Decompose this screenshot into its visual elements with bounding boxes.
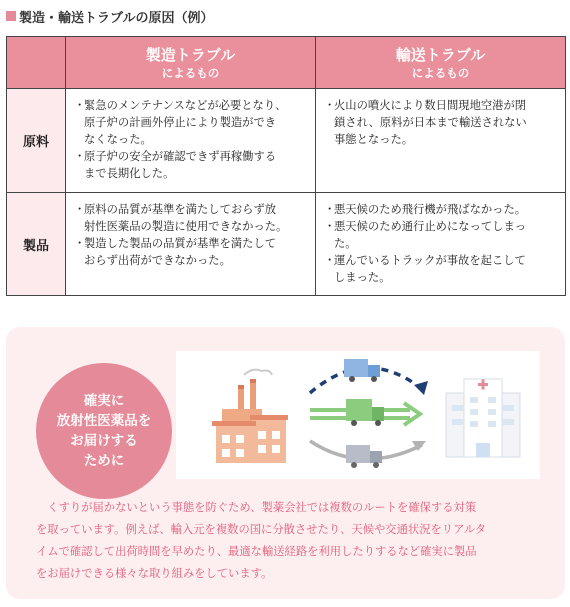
- column-header-manufacturing: [66, 37, 316, 89]
- corner-cell: [7, 37, 66, 89]
- column-header-main: 製造トラブル: [145, 45, 236, 64]
- arrow-head-icon: [414, 381, 428, 395]
- route-illustration-svg: [176, 351, 540, 479]
- column-header-main: 輸送トラブル: [395, 45, 486, 64]
- bullet-line: 緊急のメンテナンスなどが必要となり、: [84, 99, 287, 112]
- description-line: をお届けできる様々な取り組みをしています。: [36, 567, 273, 580]
- bullet-dot-icon: ・: [74, 237, 86, 250]
- hospital-icon: [446, 379, 520, 457]
- bullet-line: まで長期化した。: [84, 167, 175, 180]
- bullet-text: [84, 97, 307, 148]
- description-line: を取っています。例えば、輸入元を複数の国に分散させたり、天候や交通状況をリアルタ: [36, 523, 487, 536]
- bullet-item: [324, 97, 557, 148]
- bullet-text: [84, 235, 307, 269]
- bullet-item: [324, 252, 557, 286]
- cell-transport: [316, 89, 566, 193]
- bullet-dot-icon: ・: [74, 203, 86, 216]
- bullet-item: [324, 218, 557, 252]
- column-header-sub: によるもの: [161, 65, 220, 80]
- bullet-dot-icon: ・: [324, 220, 336, 233]
- table-row-product: [7, 193, 566, 296]
- table-header-row: [7, 37, 566, 89]
- bullet-line: 原子炉の安全が確認できず再稼働する: [84, 150, 277, 163]
- bullet-text: [334, 201, 557, 218]
- bullet-line: 製造した製品の品質が基準を満たして: [84, 237, 277, 250]
- bullet-text: [84, 148, 307, 182]
- factory-icon: [212, 370, 288, 463]
- bullet-line: 火山の噴火により数日間現地空港が閉: [334, 99, 527, 112]
- row-label: 製品: [7, 193, 66, 296]
- bullet-item: [74, 148, 307, 182]
- causes-table: [6, 36, 566, 296]
- bullet-text: [334, 252, 557, 286]
- goal-line: ために: [83, 453, 125, 469]
- section-title-text: 製造・輸送トラブルの原因（例）: [19, 10, 214, 26]
- bullet-item: [324, 201, 557, 218]
- bullet-item: [74, 97, 307, 148]
- bullet-line: なくなった。: [84, 133, 152, 146]
- description-line: くすりが届かないという事態を防ぐため、製薬会社では複数のルートを確保する対策: [36, 501, 477, 514]
- bullet-line: 運んでいるトラックが事故を起こして: [334, 254, 526, 267]
- bullet-dot-icon: ・: [324, 203, 336, 216]
- column-header-transport: [316, 37, 566, 89]
- bullet-line: 悪天候のため飛行機が飛ばなかった。: [334, 203, 527, 216]
- cell-manufacturing: [66, 89, 316, 193]
- bullet-dot-icon: ・: [74, 150, 86, 163]
- table-row-raw-material: [7, 89, 566, 193]
- route-illustration: [176, 351, 540, 479]
- row-label: 原料: [7, 89, 66, 193]
- bullet-line: 原料の品質が基準を満たしておらず放: [84, 203, 277, 216]
- bullet-line: 射性医薬品の製造に使用できなかった。: [84, 220, 288, 233]
- bullet-line: しまった。: [334, 271, 391, 284]
- truck-icon: [346, 399, 384, 426]
- bullet-line: 鎖され、原料が日本まで輸送されない: [334, 116, 527, 129]
- bullet-dot-icon: ・: [324, 99, 336, 112]
- square-bullet-icon: [6, 11, 16, 21]
- cell-manufacturing: [66, 193, 316, 296]
- description-line: イムで確認して出荷時間を早めたり、最適な輸送経路を利用したりするなど確実に製品: [36, 545, 477, 558]
- bullet-dot-icon: ・: [74, 99, 86, 112]
- truck-icon: [346, 445, 382, 468]
- bullet-line: おらず出荷ができなかった。: [84, 254, 231, 267]
- goal-line: 確実に: [83, 393, 125, 409]
- cell-transport: [316, 193, 566, 296]
- goal-line: お届けする: [70, 433, 138, 449]
- goal-line: 放射性医薬品を: [56, 413, 152, 429]
- bullet-line: た。: [334, 237, 357, 250]
- bullet-item: [74, 201, 307, 235]
- bullet-text: [334, 97, 557, 148]
- bullet-text: [84, 201, 307, 235]
- column-header-sub: によるもの: [411, 65, 470, 80]
- measures-panel: [6, 327, 565, 599]
- measures-description: [36, 497, 546, 585]
- bullet-line: 原子炉の計画外停止により製造ができ: [84, 116, 277, 129]
- truck-icon: [344, 359, 380, 382]
- section-title: [6, 6, 213, 26]
- bullet-item: [74, 235, 307, 269]
- bullet-line: 悪天候のため通行止めになってしまっ: [334, 220, 527, 233]
- bullet-text: [334, 218, 557, 252]
- goal-circle: [36, 363, 172, 499]
- bullet-line: 事態となった。: [334, 133, 414, 146]
- bullet-dot-icon: ・: [324, 254, 336, 267]
